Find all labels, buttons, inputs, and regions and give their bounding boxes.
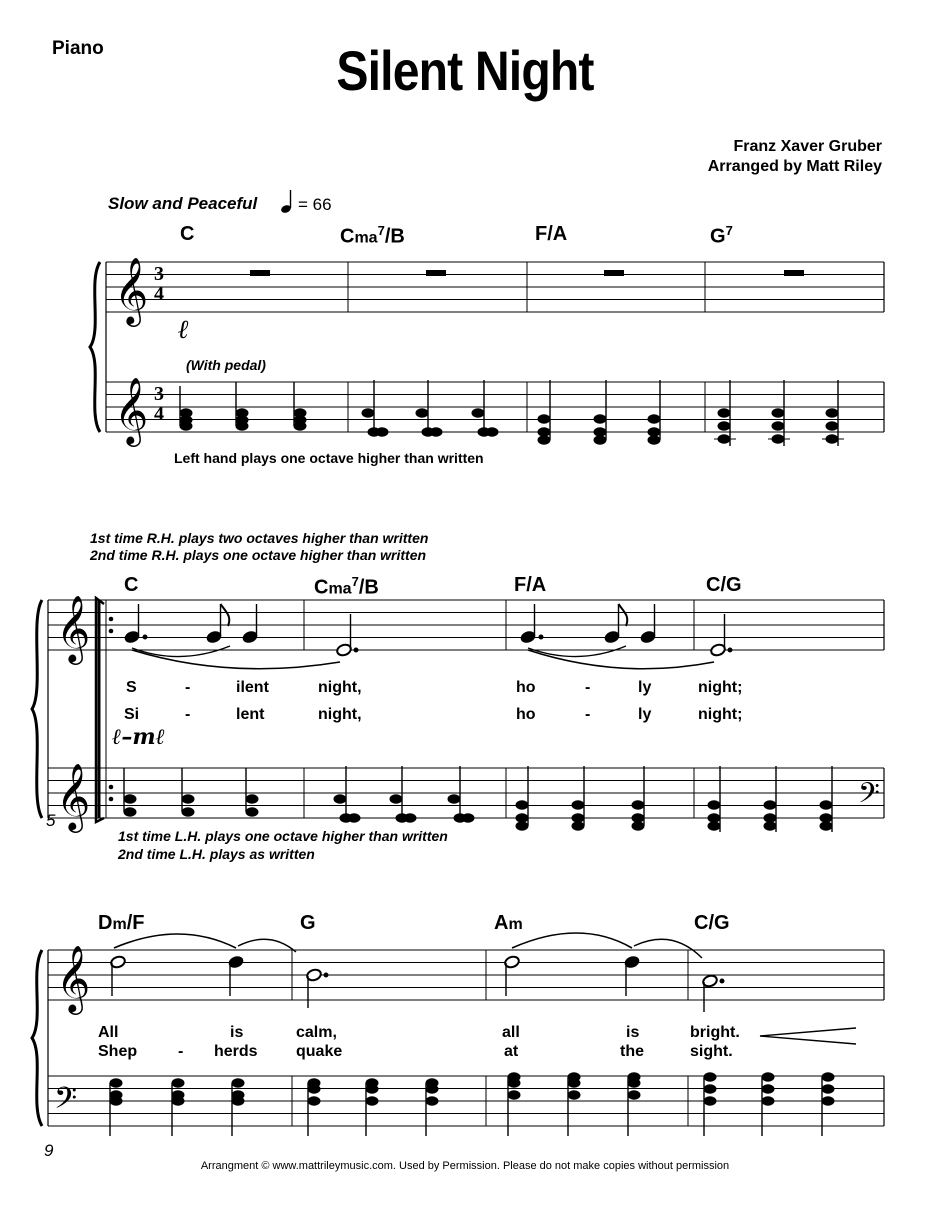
chord-symbol: Dm/F [98, 912, 145, 934]
lyric-syllable: the [620, 1043, 644, 1060]
chord-symbol: $G^7$ [710, 223, 733, 248]
system-3 [32, 950, 884, 1126]
quarter-note-icon [280, 190, 292, 214]
svg-text:3: 3 [154, 263, 164, 285]
brace [90, 262, 100, 432]
chord-symbol: F/A [535, 223, 568, 245]
lyric-syllable: ly [638, 706, 652, 723]
lyric-hyphen: - [585, 706, 591, 723]
lower-staff-1 [106, 382, 884, 432]
chord-symbol: C/G [706, 574, 742, 596]
lyric-syllable: ilent [236, 679, 269, 696]
lyric-syllable: ho [516, 706, 536, 723]
tempo-marking: Slow and Peaceful [108, 194, 258, 213]
lh-instruction-2: 2nd time L.H. plays as written [118, 846, 315, 862]
lyric-hyphen: - [585, 679, 591, 696]
lyric-syllable: ho [516, 679, 536, 696]
page-title: Silent Night [336, 39, 594, 102]
lyric-hyphen: - [185, 679, 191, 696]
lyric-syllable: all [502, 1024, 520, 1041]
lyric-syllable: All [98, 1024, 119, 1041]
chord-symbol: Am [494, 912, 523, 934]
time-signature-icon [154, 263, 164, 425]
lh-chords-1 [180, 380, 844, 446]
composer: Franz Xaver Gruber [733, 138, 882, 155]
lyric-syllable: at [504, 1043, 519, 1060]
chord-symbol: C [180, 223, 195, 245]
lyric-syllable: Si [124, 706, 140, 723]
crescendo-hairpin-icon [760, 1028, 856, 1044]
system-1 [90, 262, 884, 432]
lyric-syllable: lent [236, 706, 265, 723]
brace [32, 950, 42, 1126]
repeat-dots [109, 617, 114, 802]
lyric-syllable: night, [318, 679, 362, 696]
rh-melody-2 [124, 604, 732, 669]
lyric-syllable: night; [698, 706, 743, 723]
pedal-mark-icon: ℓ [178, 315, 190, 345]
lh-chords-3 [110, 1073, 834, 1136]
tempo-bpm: = 66 [298, 195, 332, 214]
lyric-hyphen: - [178, 1043, 184, 1060]
lh-instruction-1: 1st time L.H. plays one octave higher than written [118, 828, 448, 844]
treble-staff-1 [106, 262, 884, 312]
lyric-syllable: night; [698, 679, 743, 696]
bass-clef-icon: 𝄢 [858, 777, 880, 817]
pedal-change-icon: ℓ–mℓ [112, 724, 166, 750]
chord-symbol: C/G [694, 912, 730, 934]
lyric-syllable: Shep [98, 1043, 138, 1060]
treble-clef-icon: 𝄞 [114, 256, 149, 324]
chord-symbol: Cma$^7$/B [340, 223, 405, 248]
svg-text:3: 3 [154, 383, 164, 405]
chord-symbol: Cma$^7$/B [314, 574, 379, 599]
treble-clef-icon: 𝄞 [56, 944, 91, 1012]
lower-staff-2 [48, 768, 884, 818]
rh-instruction-1: 1st time R.H. plays two octaves higher than written [90, 530, 429, 546]
copyright-footer: Arrangment © www.mattrileymusic.com. Used by Permission. Please do not make copies without permission [200, 1160, 730, 1172]
rh-instruction-2: 2nd time R.H. plays one octave higher than written [90, 547, 427, 563]
lyric-syllable: S [126, 679, 137, 696]
instrument-label: Piano [52, 38, 104, 59]
svg-text:4: 4 [154, 283, 164, 305]
lyric-syllable: is [626, 1024, 640, 1041]
measure-number: 9 [44, 1141, 54, 1160]
lyric-syllable: ly [638, 679, 652, 696]
svg-text:4: 4 [154, 403, 164, 425]
treble-clef-icon: 𝄞 [56, 762, 91, 830]
lyric-syllable: herds [214, 1043, 258, 1060]
treble-clef-icon: 𝄞 [114, 376, 149, 444]
lyric-hyphen: - [185, 706, 191, 723]
chord-symbol: G [300, 912, 316, 934]
lyric-syllable: quake [296, 1043, 343, 1060]
lyric-syllable: sight. [690, 1043, 733, 1060]
chord-symbol: F/A [514, 574, 547, 596]
bass-clef-icon: 𝄢 [54, 1082, 78, 1123]
brace [32, 600, 42, 818]
lyric-syllable: calm, [296, 1024, 337, 1041]
arranger: Arranged by Matt Riley [707, 158, 882, 175]
lyric-syllable: night, [318, 706, 362, 723]
lyric-syllable: bright. [690, 1024, 740, 1041]
lyric-syllable: is [230, 1024, 244, 1041]
lh-instruction: Left hand plays one octave higher than written [174, 450, 484, 466]
treble-staff-3 [48, 950, 884, 1000]
system-2 [32, 598, 884, 822]
chord-symbol: C [124, 574, 139, 596]
pedal-instruction: (With pedal) [186, 357, 266, 373]
treble-clef-icon: 𝄞 [56, 594, 91, 662]
treble-staff-2 [48, 600, 884, 650]
lh-chords-2 [124, 766, 832, 832]
measure-number: 5 [46, 811, 56, 830]
